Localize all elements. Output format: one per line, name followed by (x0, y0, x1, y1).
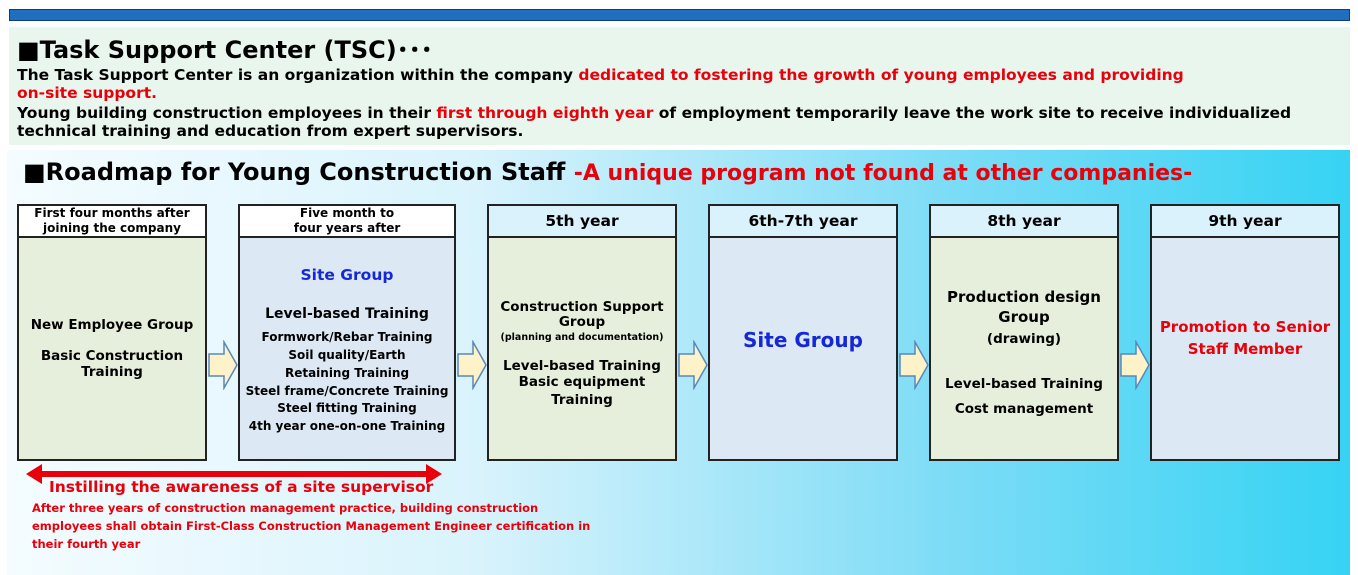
tsc-p1-text: The Task Support Center is an organization within the company (17, 66, 579, 84)
stage-2-line4: Steel frame/Concrete Training (245, 384, 449, 398)
stage-2-line1: Formwork/Rebar Training (261, 330, 433, 344)
tsc-paragraph-2 (17, 104, 1291, 122)
stage-1-header (17, 204, 207, 238)
stage-6-header: 9th year (1150, 204, 1340, 238)
stage-1-box (17, 238, 207, 461)
stage-6-line2: Staff Member (1187, 340, 1303, 358)
note-line-2: employees shall obtain First-Class Construction Management Engineer certification in (32, 519, 591, 533)
stage-2-header (238, 204, 456, 238)
stage-3-box (487, 238, 677, 461)
stage-5-box (929, 238, 1119, 461)
stage-6-line1: Promotion to Senior (1159, 318, 1331, 336)
tsc-p1-highlight: dedicated to fostering the growth of young employees and providing (578, 66, 1184, 84)
arrow-right-icon (899, 340, 929, 390)
stage-2-group: Site Group (300, 266, 394, 284)
tsc-p2-text-end: of employment temporarily leave the work site to receive individualized (653, 104, 1292, 122)
stage-2-line6: 4th year one-on-one Training (248, 419, 446, 433)
tsc-paragraph-2-cont: technical training and education from expert supervisors. (17, 122, 524, 140)
stage-1-line1: New Employee Group (30, 317, 194, 333)
stage-5-line5: Cost management (954, 401, 1094, 417)
stage-5-line4: Level-based Training (945, 376, 1103, 392)
stage-4-header: 6th-7th year (708, 204, 898, 238)
tsc-section (9, 27, 1350, 145)
roadmap-section (7, 150, 1350, 575)
top-bar (9, 9, 1350, 21)
arrow-right-icon (208, 340, 238, 390)
stage-5-line2: Group (998, 308, 1050, 326)
stage-2-header-line2: four years after (293, 221, 401, 235)
tsc-p2-text: Young building construction employees in their (17, 104, 437, 122)
stage-5-line3: (drawing) (986, 331, 1062, 347)
stage-1-header-line1: First four months after (34, 206, 190, 220)
roadmap-title-text: ■Roadmap for Young Construction Staff (23, 158, 574, 186)
stage-2-line5: Steel fitting Training (277, 401, 417, 415)
stage-2-subhead: Level-based Training (265, 306, 429, 322)
stage-4-group: Site Group (743, 328, 863, 352)
arrow-right-icon (457, 340, 487, 390)
stage-3-line3: (planning and documentation) (500, 332, 664, 343)
certification-note (32, 499, 590, 553)
note-line-3: their fourth year (32, 537, 141, 551)
stage-1-line2: Basic Construction (40, 348, 184, 364)
stage-2-box (238, 238, 456, 461)
stage-1-header-line2: joining the company (43, 221, 181, 235)
tsc-title: ■Task Support Center (TSC)･･･ (17, 36, 433, 64)
note-line-1: After three years of construction management practice, building construction (32, 501, 539, 515)
stage-6-box (1150, 238, 1340, 461)
stage-3-line5: Basic equipment (518, 374, 646, 390)
roadmap-subtitle: -A unique program not found at other companies- (573, 161, 1193, 186)
stage-5-line1: Production design (947, 288, 1101, 306)
stage-3-header: 5th year (487, 204, 677, 238)
awareness-label: Instilling the awareness of a site supervisor (49, 478, 434, 496)
stage-3-line1: Construction Support (500, 299, 664, 315)
tsc-p2-highlight: first through eighth year (436, 104, 654, 122)
arrow-right-icon (678, 340, 708, 390)
stage-1-line3: Training (81, 364, 143, 380)
stage-3-line2: Group (558, 314, 606, 330)
tsc-paragraph-1 (17, 66, 1184, 84)
tsc-p1-highlight-cont: on-site support. (17, 84, 158, 102)
stage-4-box (708, 238, 898, 461)
stage-2-line3: Retaining Training (284, 366, 410, 380)
stage-2-line2: Soil quality/Earth (288, 348, 406, 362)
stage-5-header: 8th year (929, 204, 1119, 238)
stage-3-line4: Level-based Training (503, 358, 661, 374)
stage-3-line6: Training (551, 392, 613, 408)
roadmap-title (23, 158, 1192, 186)
arrow-right-icon (1120, 340, 1150, 390)
stage-2-header-line1: Five month to (299, 206, 395, 220)
